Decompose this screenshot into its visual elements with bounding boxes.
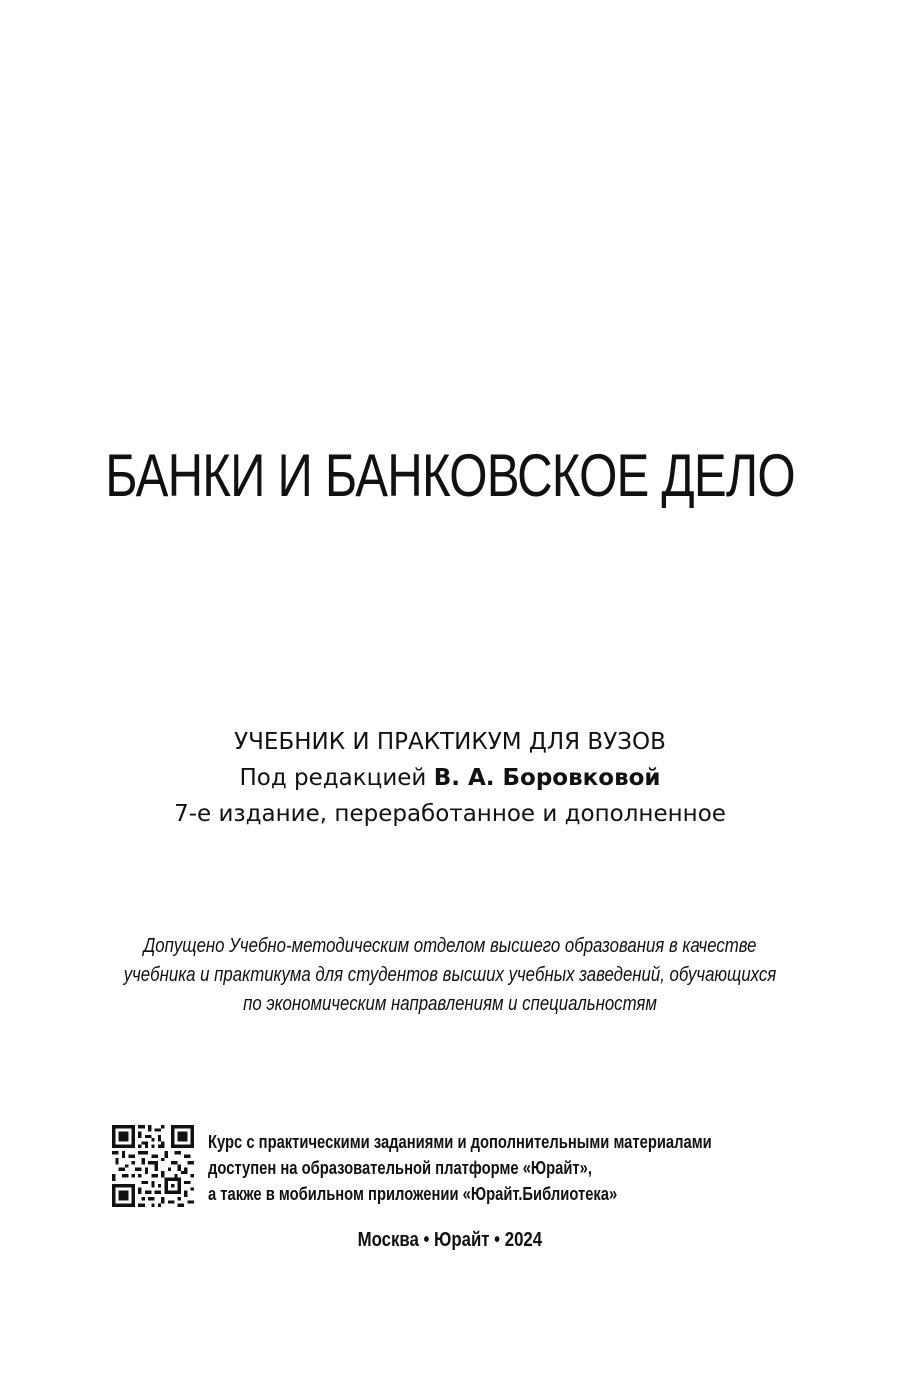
- editor-prefix: Под редакцией: [239, 765, 434, 791]
- course-info-line: доступен на образовательной платформе «Юрайт»,: [208, 1158, 592, 1178]
- course-info-line: Курс с практическими заданиями и дополнительными материалами: [208, 1132, 712, 1152]
- course-info-line: а также в мобильном приложении «Юрайт.Библиотека»: [208, 1184, 618, 1204]
- editor-line: [0, 760, 900, 796]
- approval-line: Допущено Учебно-методическим отделом высшего образования в качестве: [143, 935, 757, 957]
- publication-type: УЧЕБНИК И ПРАКТИКУМ ДЛЯ ВУЗОВ: [234, 729, 666, 755]
- subtitle-block: [0, 724, 900, 832]
- edition-line: 7-е издание, переработанное и дополненное: [174, 801, 726, 827]
- imprint: [0, 1226, 900, 1254]
- qr-code-icon: [112, 1125, 194, 1207]
- editor-name: В. А. Боровковой: [433, 765, 661, 791]
- approval-line: учебника и практикума для студентов высших учебных заведений, обучающихся: [123, 964, 777, 986]
- book-title: БАНКИ И БАНКОВСКОЕ ДЕЛО: [105, 442, 795, 509]
- approval-line: по экономическим направлениям и специальностям: [243, 993, 657, 1015]
- approval-note: [0, 932, 900, 1019]
- imprint-text: Москва • Юрайт • 2024: [357, 1229, 543, 1251]
- course-info: [208, 1129, 848, 1207]
